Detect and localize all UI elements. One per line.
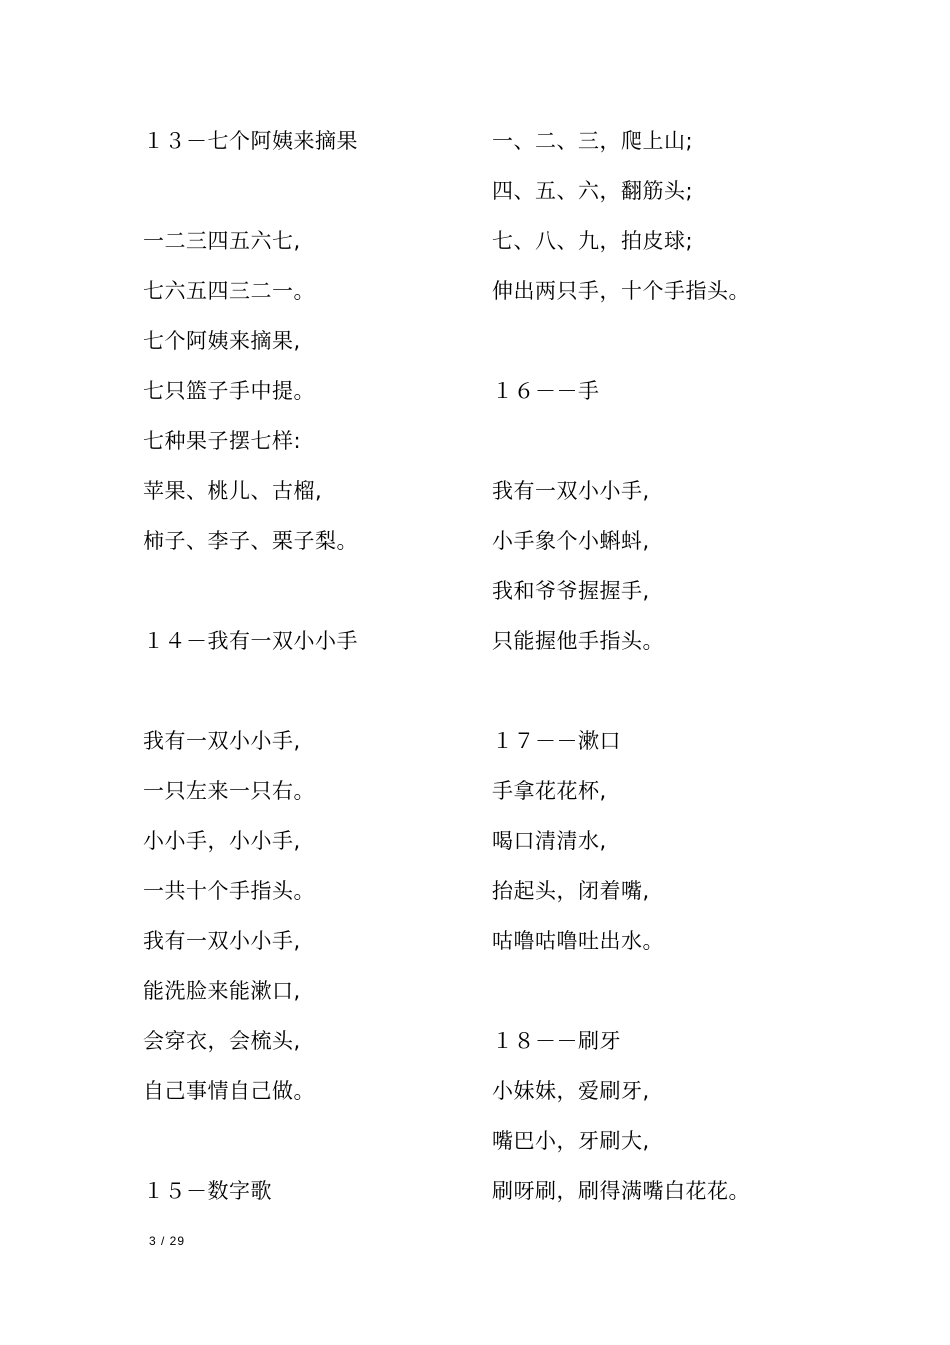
- text-line: １７－－漱口: [492, 729, 621, 753]
- text-line: １８－－刷牙: [492, 1029, 621, 1053]
- text-line: 一共十个手指头。: [143, 879, 315, 903]
- text-line: 喝口清清水,: [492, 829, 607, 853]
- text-line: １４－我有一双小小手: [143, 629, 358, 653]
- text-line: 抬起头，闭着嘴,: [492, 879, 650, 903]
- text-line: 刷呀刷，刷得满嘴白花花。: [492, 1179, 750, 1203]
- text-line: 柿子、李子、栗子梨。: [143, 529, 358, 553]
- blank-line: [143, 666, 473, 716]
- blank-line: [492, 966, 892, 1016]
- text-line: 会穿衣，会梳头,: [143, 1029, 301, 1053]
- text-line: 能洗脸来能漱口,: [143, 979, 301, 1003]
- text-line: 我和爷爷握握手,: [492, 579, 650, 603]
- right-column: [492, 116, 892, 1216]
- text-line: 手拿花花杯,: [492, 779, 607, 803]
- text-line: 一二三四五六七,: [143, 229, 301, 253]
- text-line: 七个阿姨来摘果,: [143, 329, 301, 353]
- blank-line: [143, 1116, 473, 1166]
- blank-line: [492, 666, 892, 716]
- text-line: 我有一双小小手,: [492, 479, 650, 503]
- left-column: [143, 116, 473, 1216]
- text-line: 只能握他手指头。: [492, 629, 664, 653]
- text-line: 七、八、九，拍皮球;: [492, 229, 694, 253]
- page-number: 3 / 29: [149, 1234, 186, 1248]
- text-line: 小小手，小小手,: [143, 829, 301, 853]
- text-line: 苹果、桃儿、古榴,: [143, 479, 323, 503]
- text-line: 小妹妹，爱刷牙,: [492, 1079, 650, 1103]
- text-line: １５－数字歌: [143, 1179, 272, 1203]
- text-line: 自己事情自己做。: [143, 1079, 315, 1103]
- text-line: 我有一双小小手,: [143, 929, 301, 953]
- text-line: 七种果子摆七样:: [143, 429, 302, 453]
- text-line: 四、五、六，翻筋头;: [492, 179, 694, 203]
- text-line: 小手象个小蝌蚪,: [492, 529, 650, 553]
- text-line: 咕噜咕噜吐出水。: [492, 929, 664, 953]
- text-line: 一只左来一只右。: [143, 779, 315, 803]
- text-line: 七只篮子手中提。: [143, 379, 315, 403]
- blank-line: [143, 566, 473, 616]
- text-line: 伸出两只手，十个手指头。: [492, 279, 750, 303]
- blank-line: [492, 416, 892, 466]
- text-line: １６－－手: [492, 379, 600, 403]
- text-line: 七六五四三二一。: [143, 279, 315, 303]
- blank-line: [143, 166, 473, 216]
- blank-line: [492, 316, 892, 366]
- text-line: 嘴巴小，牙刷大,: [492, 1129, 650, 1153]
- text-line: 一、二、三，爬上山;: [492, 129, 694, 153]
- text-line: １３－七个阿姨来摘果: [143, 129, 358, 153]
- text-line: 我有一双小小手,: [143, 729, 301, 753]
